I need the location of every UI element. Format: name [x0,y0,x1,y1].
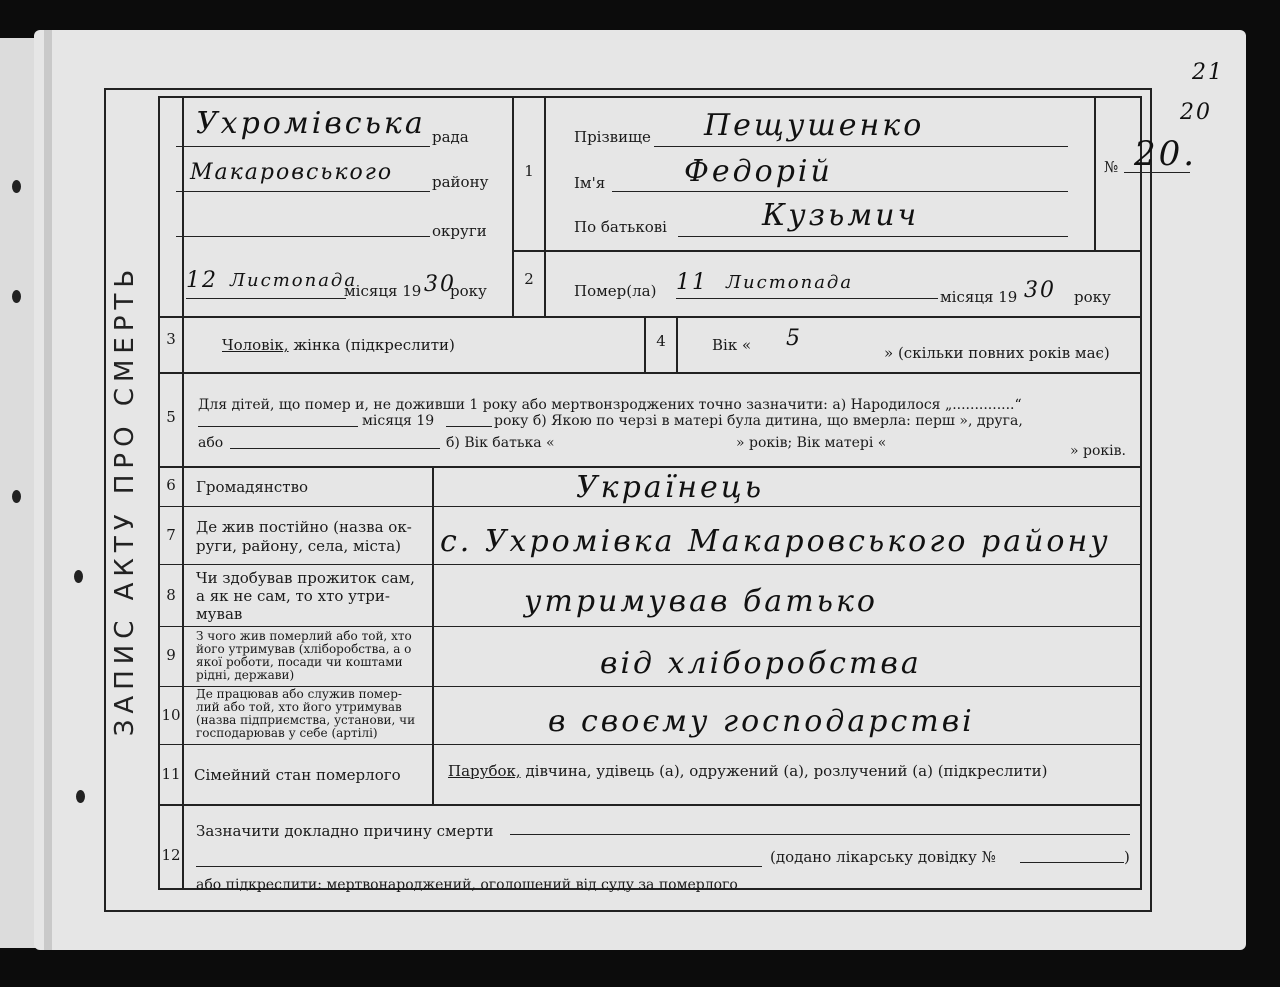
row10-bottom-rule [158,744,1142,745]
row-number: 6 [166,476,176,494]
surname-line [654,146,1068,147]
sex-female-option: жінка (підкреслити) [293,336,455,354]
name-label: Ім'я [574,174,606,192]
death-day: 11 [676,270,708,295]
surname-value: Пещушенко [704,108,925,143]
death-month-label: місяця 19 [940,288,1018,306]
citizenship-label: Громадянство [196,478,309,496]
reg-date-label: місяця 19 [344,282,422,300]
row1-bottom-rule [512,250,1142,252]
death-year-label: року [1074,288,1111,306]
income-source-label: рідні, держави) [196,668,295,682]
reg-year-value: 30 [424,272,456,297]
death-label: Помер(ла) [574,282,657,300]
cause-label: Зазначити докладно причину смерти [196,822,494,840]
okrug-label: округи [432,222,487,240]
infant-line-1: Для дітей, що помер и, не доживши 1 року або мертвонзроджених точно зазначити: а) Народилося „..............“ [198,397,1022,413]
infant-line-2b: року б) Якою по черзі в матері була дитина, що вмерла: перш », друга, [494,413,1023,429]
row11-bottom-rule [158,804,1142,806]
row8-bottom-rule [158,626,1142,627]
livelihood-label: Чи здобував прожиток сам, [196,569,415,587]
income-source-label: якої роботи, посади чи коштами [196,655,403,669]
reg-date-line [186,298,346,299]
age-label: Вік « [712,336,752,354]
infant-blank [198,426,358,427]
side-title: ЗАПИС АКТУ ПРО СМЕРТЬ [110,263,141,737]
book-binding [44,30,52,950]
livelihood-label: мував [196,605,243,623]
citizenship-value: Українець [576,470,765,505]
district-value: Макаровського [190,160,394,185]
infant-blank [446,426,492,427]
row-number: 2 [524,270,534,288]
header-number-divider [544,96,546,316]
infant-line-3c: » років; Вік матері « [736,435,887,451]
workplace-value: в своєму господарстві [548,704,975,739]
patronymic-value: Кузьмич [762,198,920,233]
okrug-line [176,236,430,237]
reg-date-month: Листопада [230,270,358,291]
workplace-label: (назва підприємства, установи, чи [196,713,416,727]
binding-hole [12,180,21,193]
district-line [176,191,430,192]
marital-option-bachelor: Парубок, [448,762,521,780]
row-number: 9 [166,646,176,664]
council-value: Ухромівська [196,106,426,141]
death-month: Листопада [726,272,854,293]
binding-hole [74,570,83,583]
livelihood-value: утримував батько [524,584,878,619]
residence-label: руги, району, села, міста) [196,537,401,555]
name-line [612,191,1068,192]
income-source-value: від хліборобства [600,646,922,681]
patronymic-label: По батькові [574,218,667,236]
marital-label: Сімейний стан померлого [194,766,401,784]
infant-blank [230,448,440,449]
row-number: 7 [166,526,176,544]
row-number: 10 [161,706,181,724]
record-no-label: № [1104,158,1119,176]
value-column-divider [432,466,434,804]
reg-year-label: року [450,282,487,300]
binding-hole [12,490,21,503]
medical-note-label: (додано лікарську довідку № [770,848,996,866]
binding-hole [76,790,85,803]
patronymic-line [678,236,1068,237]
income-source-label: його утримував (хліборобства, а о [196,642,412,656]
name-value: Федорій [684,154,833,189]
row-number: 8 [166,586,176,604]
workplace-label: Де працював або служив помер- [196,687,402,701]
infant-line-2a: місяця 19 [362,413,435,429]
income-source-label: З чого жив померлий або той, хто [196,629,412,643]
workplace-label: лий або той, хто його утримував [196,700,402,714]
row2-bottom-rule [158,316,1142,318]
infant-line-3a: або [198,435,224,451]
row-number: 1 [524,162,534,180]
row-number: 11 [161,765,181,783]
infant-line-3b: б) Вік батька « [446,435,555,451]
right-rule [1140,96,1142,890]
medical-note-end: ) [1124,848,1130,866]
row4-bottom-rule [158,372,1142,374]
header-center-divider [512,96,514,316]
top-rule [158,96,1140,98]
sex-field [222,336,455,354]
council-line [176,146,430,147]
row4-divider [676,316,678,372]
workplace-label: господарював у себе (артілі) [196,726,378,740]
cause-line [510,834,1130,835]
row7-bottom-rule [158,564,1142,565]
marital-options [448,762,1048,780]
stillborn-note: або підкреслити: мертвонароджений, оголошений від суду за померлого [196,877,738,893]
row-number: 5 [166,408,176,426]
age-tail: » (скільки повних років має) [884,344,1110,362]
council-label: рада [432,128,469,146]
district-label: району [432,173,489,191]
cause-line [196,866,762,867]
corner-mark: 21 [1192,60,1224,85]
residence-label: Де жив постійно (назва ок- [196,518,412,536]
row-number: 12 [161,846,181,864]
record-no-value: 20. [1134,134,1198,174]
reg-date-day: 12 [186,268,218,293]
death-date-line [676,298,938,299]
binding-hole [12,290,21,303]
row-number: 3 [166,330,176,348]
record-number-divider [1094,96,1096,252]
age-value: 5 [786,326,802,351]
corner-mark: 20 [1180,100,1212,125]
death-year-value: 30 [1024,278,1056,303]
row5-bottom-rule [158,466,1142,468]
row-number: 4 [656,332,666,350]
surname-label: Прізвище [574,128,651,146]
marital-option-rest: дівчина, удівець (а), одружений (а), розлучений (а) (підкреслити) [525,762,1048,780]
medical-note-line [1020,862,1124,863]
row6-bottom-rule [158,506,1142,507]
row3-divider [644,316,646,372]
residence-value: с. Ухромівка Макаровського району [440,524,1111,559]
livelihood-label: а як не сам, то хто утри- [196,587,390,605]
infant-line-3d: » років. [1070,443,1126,459]
sex-male-option: Чоловік, [222,336,289,354]
